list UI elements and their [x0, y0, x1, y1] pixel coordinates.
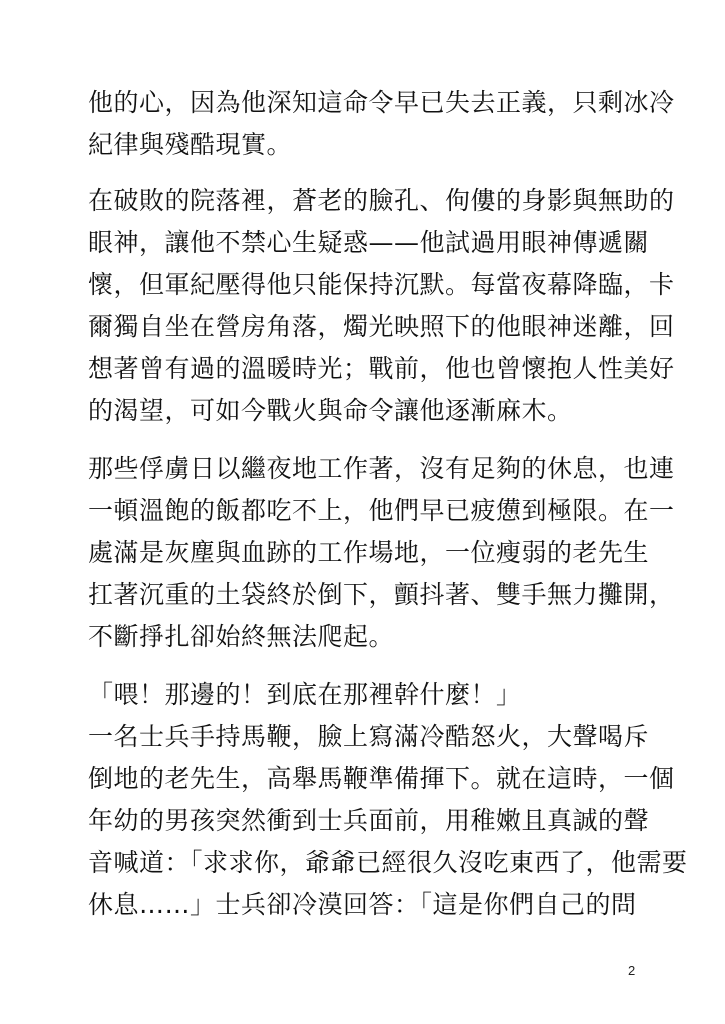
paragraph-line: 倒地的老先生，高舉馬鞭準備揮下。就在這時，一個 — [88, 764, 675, 793]
paragraph-line: 音喊道：「求求你，爺爺已經很久沒吃東西了，他需要 — [88, 848, 688, 877]
paragraph-line: 想著曾有過的溫暖時光；戰前，他也曾懷抱人性美好 — [88, 354, 675, 383]
paragraph-line: 的渴望，可如今戰火與命令讓他逐漸麻木。 — [88, 396, 573, 425]
paragraph-line: 紀律與殘酷現實。 — [88, 130, 293, 159]
paragraph-line: 懷，但軍紀壓得他只能保持沉默。每當夜幕降臨，卡 — [88, 270, 675, 299]
paragraph-line: 扛著沉重的土袋終於倒下，顫抖著、雙手無力攤開， — [88, 580, 675, 609]
paragraph-line: 年幼的男孩突然衝到士兵面前，用稚嫩且真誠的聲 — [88, 806, 650, 835]
paragraph-line: 那些俘虜日以繼夜地工作著，沒有足夠的休息，也連 — [88, 454, 675, 483]
paragraph-3 — [88, 448, 675, 658]
paragraph-1 — [88, 82, 675, 166]
paragraph-2 — [88, 180, 675, 432]
paragraph-line: 一頓溫飽的飯都吃不上，他們早已疲憊到極限。在一 — [88, 496, 675, 525]
paragraph-line: 「喂！那邊的！到底在那裡幹什麼！」 — [88, 680, 522, 709]
paragraph-line: 在破敗的院落裡，蒼老的臉孔、佝僂的身影與無助的 — [88, 186, 675, 215]
paragraph-line: 爾獨自坐在營房角落，燭光映照下的他眼神迷離，回 — [88, 312, 675, 341]
paragraph-line: 處滿是灰塵與血跡的工作場地，一位瘦弱的老先生 — [88, 538, 650, 567]
paragraph-line: 休息……」士兵卻冷漠回答：「這是你們自己的問 — [88, 890, 637, 919]
paragraph-5 — [88, 716, 688, 926]
paragraph-line: 他的心，因為他深知這命令早已失去正義，只剩冰冷 — [88, 88, 675, 117]
paragraph-line: 一名士兵手持馬鞭，臉上寫滿冷酷怒火，大聲喝斥 — [88, 722, 650, 751]
paragraph-line: 不斷掙扎卻始終無法爬起。 — [88, 622, 395, 651]
paragraph-line: 眼神，讓他不禁心生疑惑——他試過用眼神傳遞關 — [88, 228, 650, 257]
page-number: 2 — [628, 963, 636, 978]
dialogue-quote — [88, 674, 648, 716]
